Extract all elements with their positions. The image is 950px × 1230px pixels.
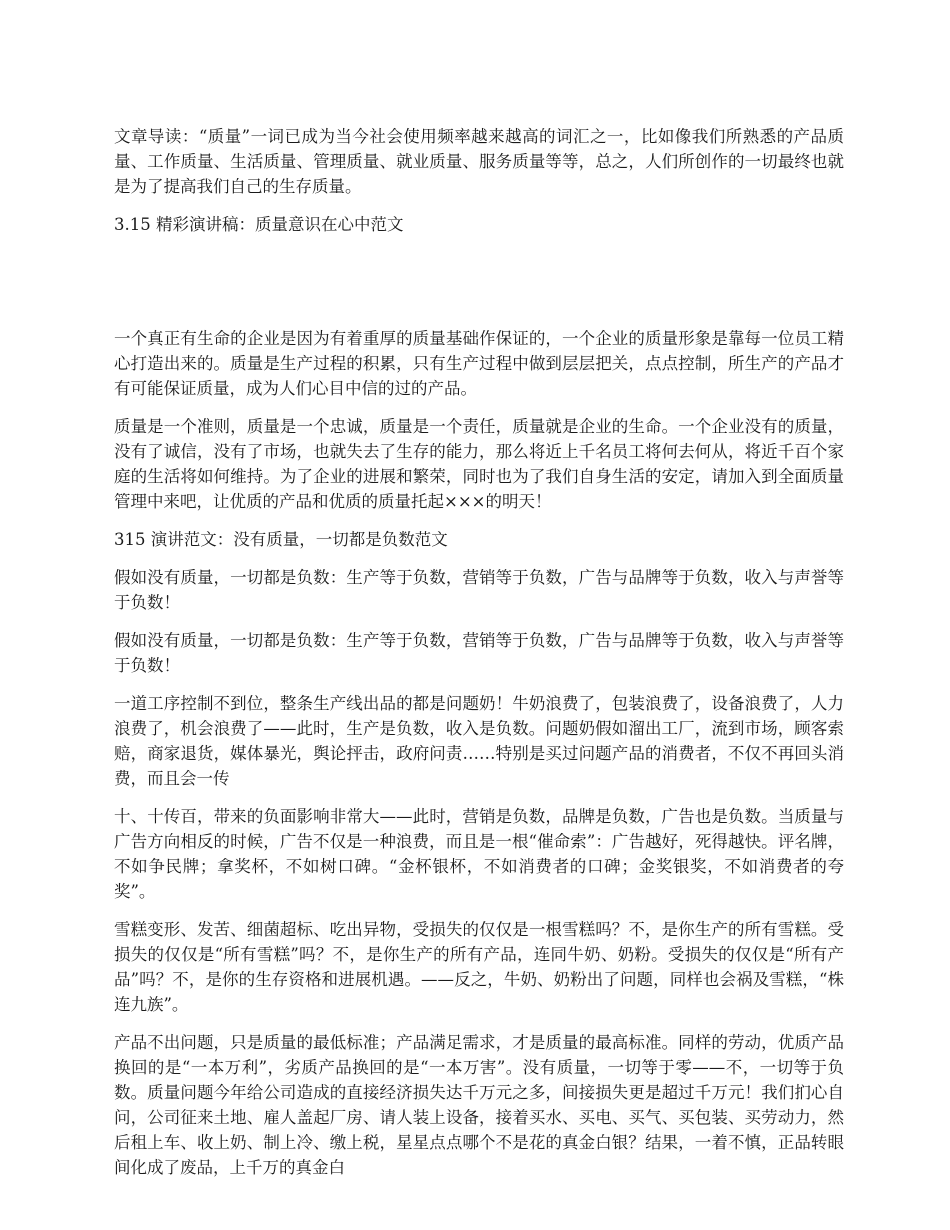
paragraph-2: 质量是一个准则，质量是一个忠诚，质量是一个责任，质量就是企业的生命。一个企业没有的质量，没有了诚信，没有了市场，也就失去了生存的能力，那么将近上千名员工将何去何从，将近千百个家庭的生活将如何维持。为了企业的进展和繁荣，同时也为了我们自身生活的安定，请加入到全面质量管理中来吧，让优质的产品和优质的质量托起×××的明天！ xyxy=(114,417,844,511)
blank-space xyxy=(114,250,844,326)
paragraph-1: 一个真正有生命的企业是因为有着重厚的质量基础作保证的，一个企业的质量形象是靠每一位员工精心打造出来的。质量是生产过程的积累，只有生产过程中做到层层把关，点点控制，所生产的产品才有可能保证质量，成为人们心目中信的过的产品。 xyxy=(114,329,844,398)
paragraph-7: 雪糕变形、发苦、细菌超标、吃出异物，受损失的仅仅是一根雪糕吗？不，是你生产的所有雪糕。受损失的仅仅是“所有雪糕”吗？不，是你生产的所有产品，连同牛奶、奶粉。受损失的仅仅是“所有产品”吗？不，是你的生存资格和进展机遇。——反之，牛奶、奶粉出了问题，同样也会祸及雪糕，“株连九族”。 xyxy=(114,920,844,1014)
paragraph-6: 十、十传百，带来的负面影响非常大——此时，营销是负数，品牌是负数，广告也是负数。当质量与广告方向相反的时候，广告不仅是一种浪费，而且是一根“催命索”：广告越好，死得越快。评名牌，不如争民牌；拿奖杯，不如树口碑。“金杯银杯，不如消费者的口碑；金奖银奖，不如消费者的夸奖”。 xyxy=(114,807,844,901)
article-title-1: 3.15 精彩演讲稿：质量意识在心中范文 xyxy=(114,215,404,234)
article-title-2: 315 演讲范文：没有质量，一切都是负数范文 xyxy=(114,530,448,549)
document-body xyxy=(114,124,844,1193)
paragraph-5: 一道工序控制不到位，整条生产线出品的都是问题奶！牛奶浪费了，包装浪费了，设备浪费了，人力浪费了，机会浪费了——此时，生产是负数，收入是负数。问题奶假如溜出工厂，流到市场，顾客索赔，商家退货，媒体暴光，舆论抨击，政府问责……特别是买过问题产品的消费者，不仅不再回头消费，而且会一传 xyxy=(114,694,844,788)
paragraph-3: 假如没有质量，一切都是负数：生产等于负数，营销等于负数，广告与品牌等于负数，收入与声誉等于负数！ xyxy=(114,568,844,612)
paragraph-4: 假如没有质量，一切都是负数：生产等于负数，营销等于负数，广告与品牌等于负数，收入与声誉等于负数！ xyxy=(114,631,844,675)
intro-paragraph: 文章导读：“质量”一词已成为当今社会使用频率越来越高的词汇之一，比如像我们所熟悉的产品质量、工作质量、生活质量、管理质量、就业质量、服务质量等等，总之，人们所创作的一切最终也就是为了提高我们自己的生存质量。 xyxy=(114,127,844,196)
paragraph-8: 产品不出问题，只是质量的最低标准；产品满足需求，才是质量的最高标准。同样的劳动，优质产品换回的是“一本万利”，劣质产品换回的是“一本万害”。没有质量，一切等于零——不，一切等于负数。质量问题今年给公司造成的直接经济损失达千万元之多，间接损失更是超过千万元！我们扪心自问，公司征来土地、雇人盖起厂房、请人装上设备，接着买水、买电、买气、买包装、买劳动力，然后租上车、收上奶、制上冷、缴上税，星星点点哪个不是花的真金白银？结果，一着不慎，正品转眼间化成了废品，上千万的真金白 xyxy=(114,1033,844,1177)
